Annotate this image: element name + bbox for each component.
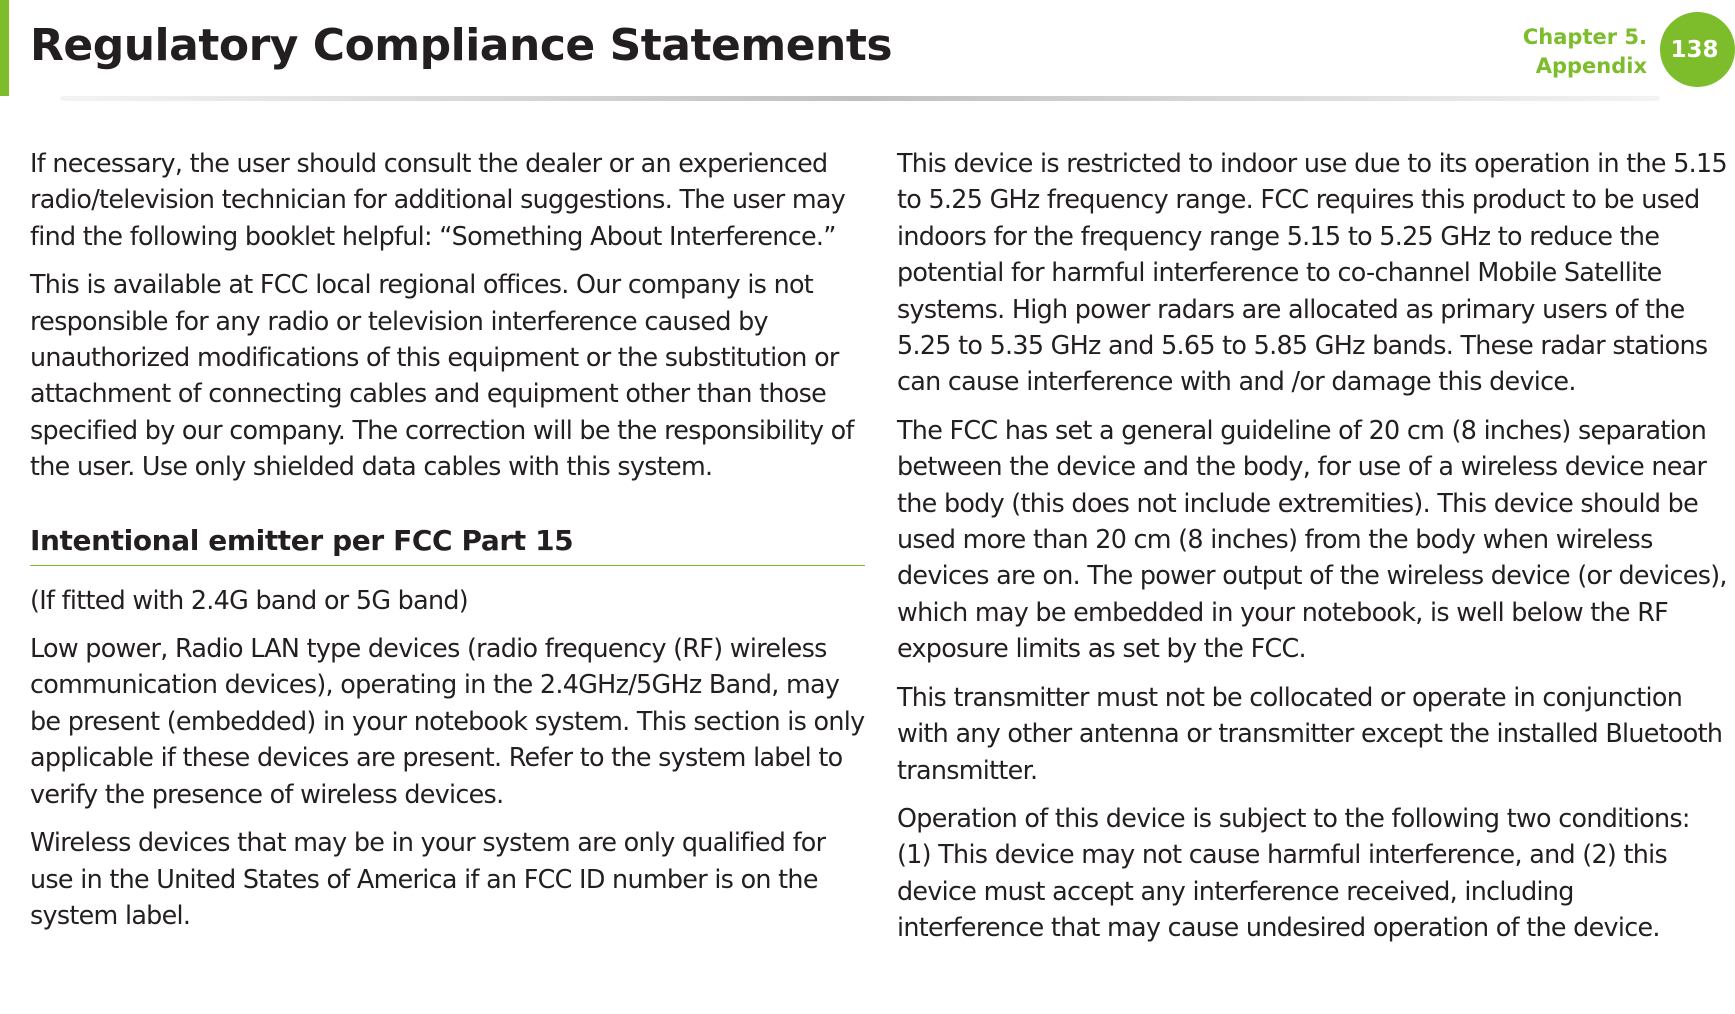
left-column: [30, 145, 865, 945]
chapter-number: Chapter 5.: [1522, 25, 1647, 49]
right-column: [897, 145, 1727, 958]
paragraph-low-power-devices: Low power, Radio LAN type devices (radio frequency (RF) wireless communication devices), operating in the 2.4GHz/5GHz Band, may be present (embedded) in your notebook system. This section is only applicable if these devices are present. Refer to the system label to verify the presence of wireless devices.: [30, 633, 865, 809]
paragraph-separation-guideline: The FCC has set a general guideline of 20 cm (8 inches) separation between the device and the body, for use of a wireless device near the body (this does not include extremities). This device should be used more than 20 cm (8 inches) from the body when wireless devices are on. The power output of the wireless device (or devices), which may be embedded in your notebook, is well below the RF exposure limits as set by the FCC.: [897, 414, 1727, 664]
paragraph-indoor-use: This device is restricted to indoor use due to its operation in the 5.15 to 5.25 GHz frequency range. FCC requires this product to be used indoors for the frequency range 5.15 to 5.25 GHz to reduce the potential for harmful interference to co-channel Mobile Satellite systems. High power radars are allocated as primary users of the 5.25 to 5.35 GHz and 5.65 to 5.85 GHz bands. These radar stations can cause interference with and /or damage this device.: [897, 148, 1727, 397]
section-heading-intentional-emitter: Intentional emitter per FCC Part 15: [30, 523, 865, 566]
paragraph-band-note: (If fitted with 2.4G band or 5G band): [30, 584, 468, 615]
chapter-label: [1523, 23, 1647, 81]
paragraph-fcc-id: Wireless devices that may be in your system are only qualified for use in the United States of America if an FCC ID number is on the system label.: [30, 827, 826, 930]
chapter-name: Appendix: [1535, 54, 1647, 78]
page-title: Regulatory Compliance Statements: [30, 20, 893, 71]
paragraph-consult-dealer: If necessary, the user should consult the dealer or an experienced radio/television technician for additional suggestions. The user may find the following booklet helpful: “Something About Interference.”: [30, 148, 846, 251]
page-number-badge: 138: [1660, 12, 1735, 87]
paragraph-fcc-offices: This is available at FCC local regional offices. Our company is not responsible for any radio or television interference caused by unauthorized modifications of this equipment or the substitution or attachment of connecting cables and equipment other than those specified by our company. The correction will be the responsibility of the user. Use only shielded data cables with this system.: [30, 269, 854, 482]
paragraph-collocation: This transmitter must not be collocated or operate in conjunction with any other antenna or transmitter except the installed Bluetooth transmitter.: [897, 681, 1723, 785]
header-accent-bar: [0, 0, 9, 96]
header-divider: [60, 96, 1660, 101]
paragraph-operating-conditions: Operation of this device is subject to the following two conditions: (1) This device may not cause harmful interference, and (2) this device must accept any interference received, including interference that may cause undesired operation of the device.: [897, 802, 1690, 943]
